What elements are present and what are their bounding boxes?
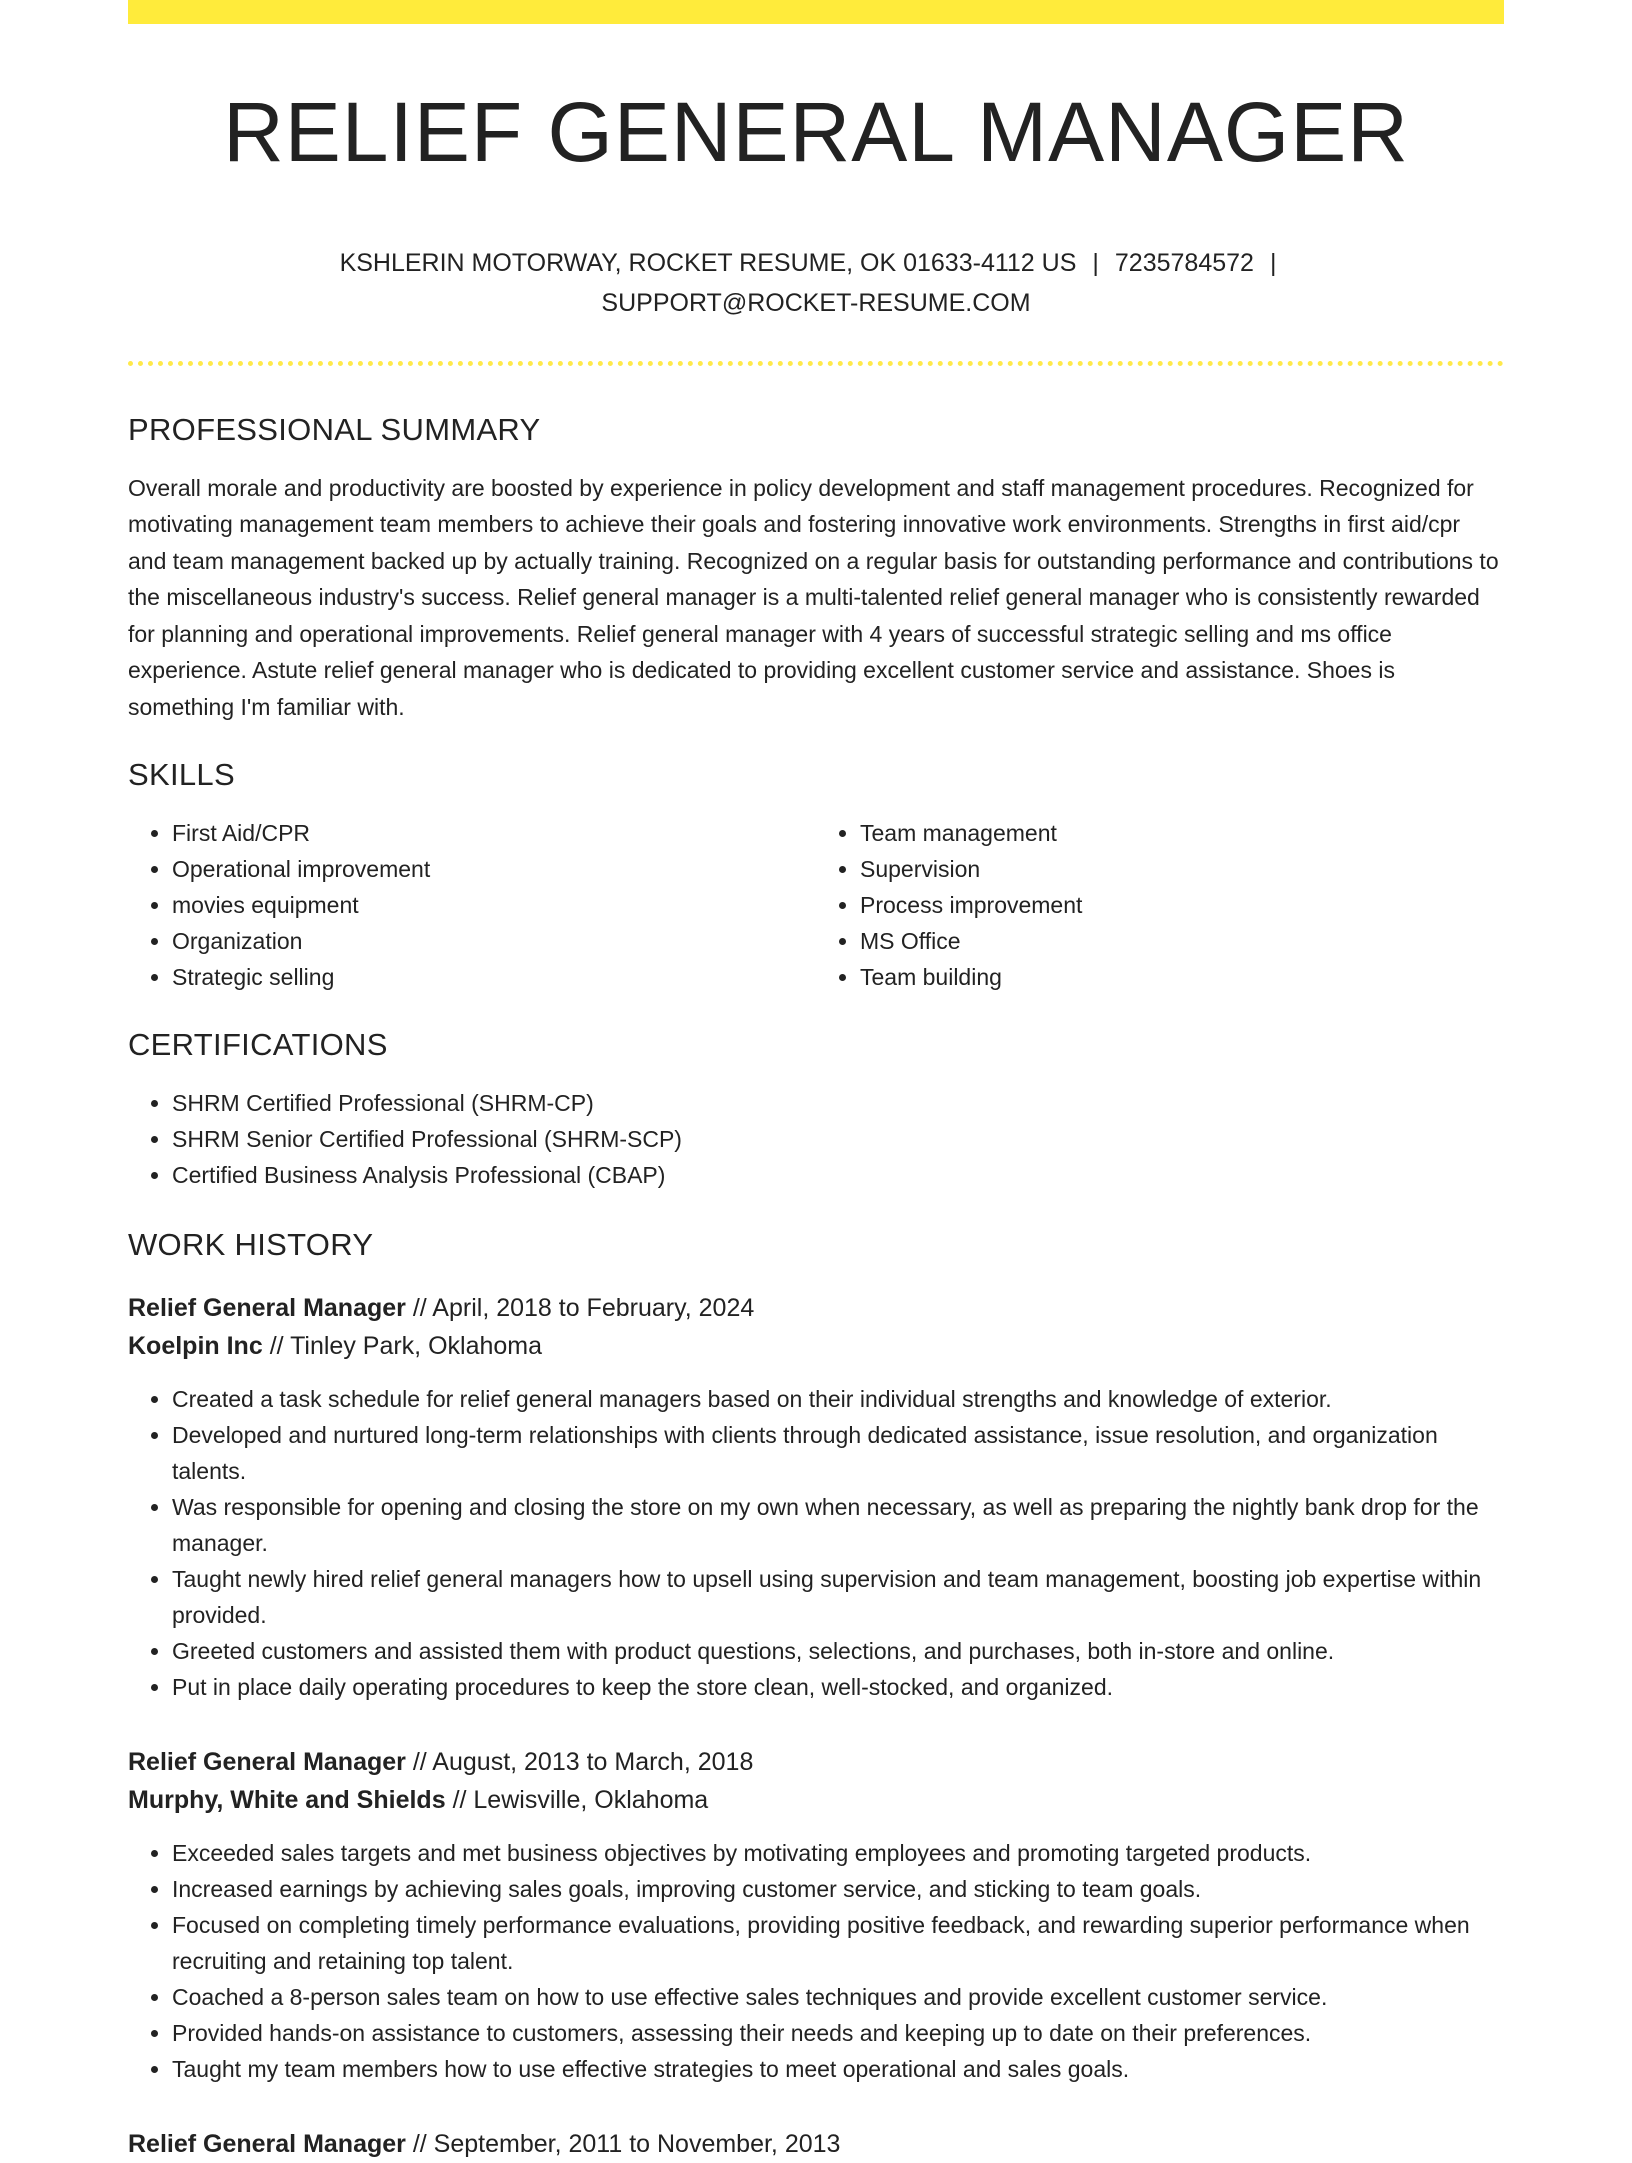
certification-item: • SHRM Certified Professional (SHRM-CP)	[172, 1085, 1504, 1121]
job-bullet: • Coached a 8-person sales team on how to use effective sales techniques and provide excellent customer service.	[172, 1979, 1504, 2015]
job-role: Relief General Manager	[128, 1748, 406, 1777]
job-company-line	[128, 1781, 1504, 1819]
job-bullets	[128, 1381, 1504, 1705]
certifications-list	[128, 1085, 1504, 1193]
contact-address: KSHLERIN MOTORWAY, ROCKET RESUME, OK 01633-4112 US	[339, 248, 1077, 277]
resume-page	[128, 0, 1504, 2163]
skill-item: • Team management	[860, 815, 1504, 851]
job-bullets	[128, 1835, 1504, 2087]
certification-item: • Certified Business Analysis Professional (CBAP)	[172, 1157, 1504, 1193]
job-bullet: • Increased earnings by achieving sales goals, improving customer service, and sticking to team goals.	[172, 1871, 1504, 1907]
job-bullet: • Put in place daily operating procedures to keep the store clean, well-stocked, and organized.	[172, 1669, 1504, 1705]
skill-item: • Organization	[172, 923, 816, 959]
skill-item: • Operational improvement	[172, 851, 816, 887]
skill-item: • First Aid/CPR	[172, 815, 816, 851]
skills-heading: SKILLS	[128, 757, 235, 793]
contact-separator: |	[1092, 248, 1099, 277]
contact-info	[128, 243, 1504, 323]
summary-heading: PROFESSIONAL SUMMARY	[128, 411, 541, 447]
summary-text: Overall morale and productivity are boosted by experience in policy development and staff management procedures. Recognized for motivating management team members to achieve their goals and fostering innovative work environments. Strengths in first aid/cpr and team management backed up by actually training. Recognized on a regular basis for outstanding performance and contributions to the miscellaneous industry's success. Relief general manager is a multi-talented relief general manager who is consistently rewarded for planning and operational improvements. Relief general manager with 4 years of successful strategic selling and ms office experience. Astute relief general manager who is dedicated to providing excellent customer service and assistance. Shoes is something I'm familiar with.	[128, 474, 1499, 720]
job-bullet: • Taught newly hired relief general managers how to upsell using supervision and team management, boosting job expertise within provided.	[172, 1561, 1504, 1633]
job-entry	[128, 1289, 1504, 1705]
certifications-heading: CERTIFICATIONS	[128, 1027, 388, 1063]
job-role-line	[128, 1289, 1504, 1327]
job-dates: // September, 2011 to November, 2013	[412, 2130, 841, 2159]
skill-item: • Strategic selling	[172, 959, 816, 995]
job-dates: // April, 2018 to February, 2024	[412, 1294, 755, 1323]
work-history-heading: WORK HISTORY	[128, 1227, 374, 1263]
job-company: Koelpin Inc	[128, 1332, 263, 1361]
skills-left-list	[128, 815, 816, 995]
job-bullet: • Provided hands-on assistance to customers, assessing their needs and keeping up to date on their preferences.	[172, 2015, 1504, 2051]
job-dates: // August, 2013 to March, 2018	[412, 1748, 754, 1777]
contact-phone: 7235784572	[1114, 248, 1254, 277]
job-role: Relief General Manager	[128, 1294, 406, 1323]
job-bullet: • Focused on completing timely performance evaluations, providing positive feedback, and rewarding superior performance when recruiting and retaining top talent.	[172, 1907, 1504, 1979]
job-entry	[128, 2125, 1504, 2163]
skills-columns	[128, 815, 1504, 995]
skill-item: • Process improvement	[860, 887, 1504, 923]
resume-name: RELIEF GENERAL MANAGER	[223, 85, 1409, 179]
skill-item: • movies equipment	[172, 887, 816, 923]
certification-item: • SHRM Senior Certified Professional (SHRM-SCP)	[172, 1121, 1504, 1157]
skill-item: • Supervision	[860, 851, 1504, 887]
job-role-line	[128, 2125, 1504, 2163]
job-role: Relief General Manager	[128, 2130, 406, 2159]
job-bullet: • Taught my team members how to use effective strategies to meet operational and sales goals.	[172, 2051, 1504, 2087]
job-bullet: • Developed and nurtured long-term relationships with clients through dedicated assistance, issue resolution, and organization talents.	[172, 1417, 1504, 1489]
contact-separator: |	[1269, 248, 1277, 277]
job-role-line	[128, 1743, 1504, 1781]
job-bullet: • Was responsible for opening and closing the store on my own when necessary, as well as preparing the nightly bank drop for the manager.	[172, 1489, 1504, 1561]
job-bullet: • Created a task schedule for relief general managers based on their individual strengths and knowledge of exterior.	[172, 1381, 1504, 1417]
header-divider	[128, 361, 1504, 366]
job-bullet: • Greeted customers and assisted them with product questions, selections, and purchases, both in-store and online.	[172, 1633, 1504, 1669]
job-location: // Lewisville, Oklahoma	[452, 1786, 709, 1815]
skill-item: • Team building	[860, 959, 1504, 995]
job-company-line	[128, 1327, 1504, 1365]
job-company: Murphy, White and Shields	[128, 1786, 446, 1815]
top-accent-bar	[128, 0, 1504, 24]
skill-item: • MS Office	[860, 923, 1504, 959]
job-location: // Tinley Park, Oklahoma	[269, 1332, 543, 1361]
job-entry	[128, 1743, 1504, 2087]
contact-email: SUPPORT@ROCKET-RESUME.COM	[601, 288, 1031, 317]
skills-right-list	[816, 815, 1504, 995]
job-bullet: • Exceeded sales targets and met business objectives by motivating employees and promoting targeted products.	[172, 1835, 1504, 1871]
